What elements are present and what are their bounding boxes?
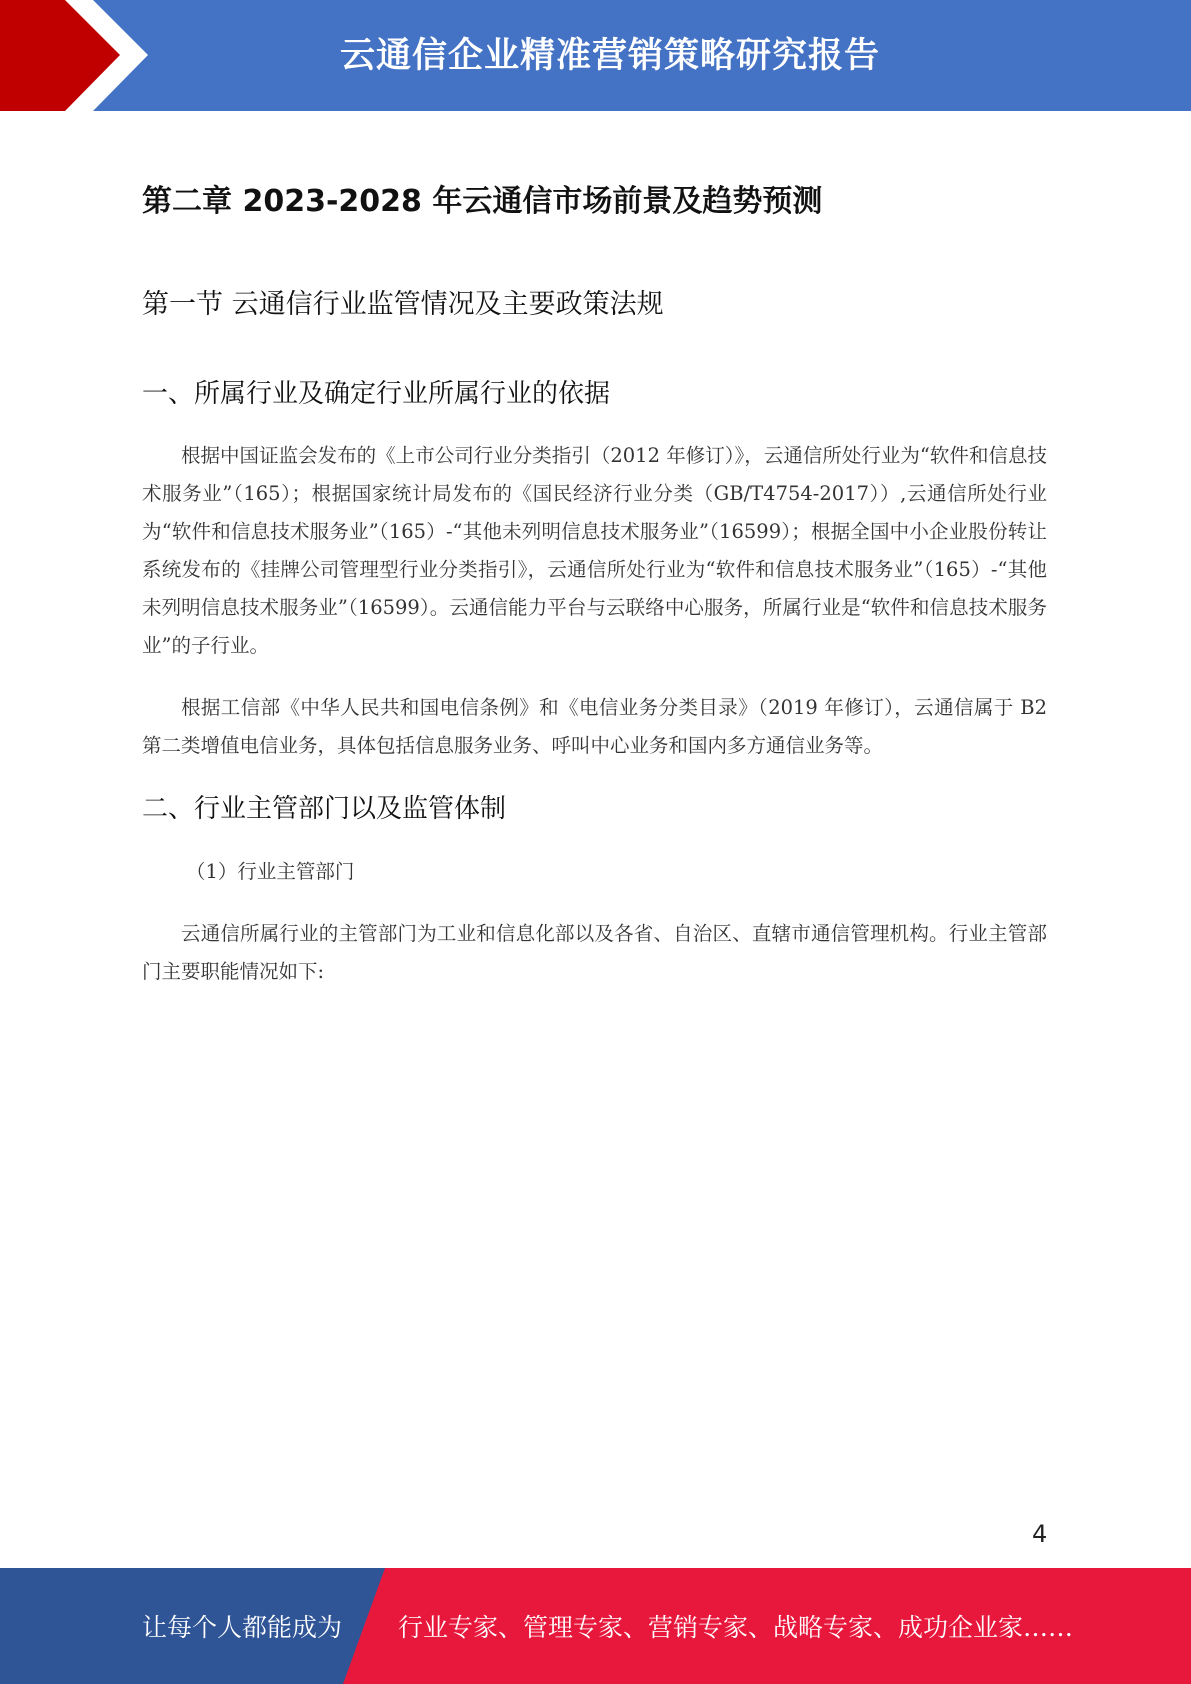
heading-regulatory-system: 二、行业主管部门以及监管体制 xyxy=(142,794,507,824)
chapter-title: 第二章 2023-2028 年云通信市场前景及趋势预测 xyxy=(142,184,823,219)
paragraph-subheading-authority: （1）行业主管部门 xyxy=(186,860,355,883)
paragraph-industry-classification: 根据中国证监会发布的《上市公司行业分类指引（2012 年修订）》，云通信所处行业为“软件和信息技术服务业”（165）；根据国家统计局发布的《国民经济行业分类（GB/T4754-2017））,云通信所处行业为“软件和信息技术服务业”（165）-“其他未列明信息技术服务业”（16599）；根据全国中小企业股份转让系统发布的《挂牌公司管理型行业分类指引》，云通信所处行业为“软件和信息技术服务业”（165）-“其他未列明信息技术服务业”（16599）。云通信能力平台与云联络中心服务，所属行业是“软件和信息技术服务业”的子行业。 xyxy=(142,444,1047,657)
paragraph-authority-description: 云通信所属行业的主管部门为工业和信息化部以及各省、自治区、直辖市通信管理机构。行业主管部门主要职能情况如下: xyxy=(142,922,1047,983)
header-title: 云通信企业精准营销策略研究报告 xyxy=(340,36,881,76)
paragraph-telecom-classification: 根据工信部《中华人民共和国电信条例》和《电信业务分类目录》（2019 年修订），云通信属于 B2 第二类增值电信业务，具体包括信息服务业务、呼叫中心业务和国内多方通信业务等。 xyxy=(142,696,1047,757)
footer-slogan-right: 行业专家、管理专家、营销专家、战略专家、成功企业家…… xyxy=(398,1613,1074,1642)
header-band xyxy=(0,0,1191,111)
header-arrow-icon xyxy=(0,0,160,111)
footer-band xyxy=(0,1568,1191,1684)
footer-slogan-left: 让每个人都能成为 xyxy=(142,1613,343,1642)
section-title: 第一节 云通信行业监管情况及主要政策法规 xyxy=(142,289,664,320)
heading-industry-basis: 一、所属行业及确定行业所属行业的依据 xyxy=(142,379,611,409)
page-number: 4 xyxy=(1032,1520,1048,1548)
